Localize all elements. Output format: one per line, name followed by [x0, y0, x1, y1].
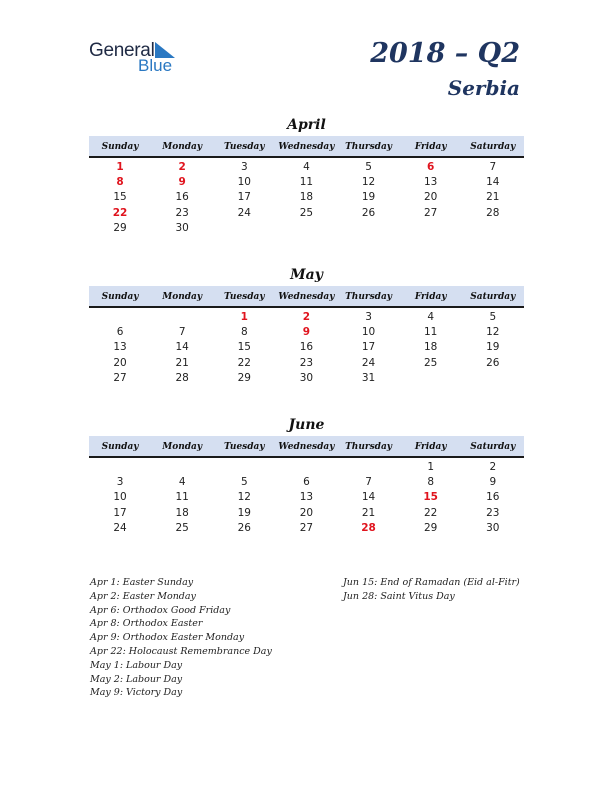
generalblue-logo — [89, 40, 199, 80]
day-cell: 10 — [237, 176, 251, 189]
day-cell: 3 — [116, 476, 124, 489]
day-cell: 20 — [299, 506, 314, 519]
day-cell-holiday: 6 — [427, 161, 435, 173]
day-grid — [89, 458, 524, 536]
weekday-label: Sunday — [101, 442, 139, 452]
holiday-note: May 2: Labour Day — [90, 673, 183, 685]
day-cell: 15 — [237, 341, 251, 354]
day-grid — [89, 308, 524, 386]
day-cell: 7 — [489, 161, 497, 173]
day-cell: 30 — [175, 221, 189, 234]
day-cell: 21 — [361, 506, 376, 519]
day-cell: 11 — [175, 491, 189, 504]
day-cell-holiday: 15 — [423, 491, 438, 504]
holiday-note: Apr 9: Orthodox Easter Monday — [90, 632, 245, 644]
day-cell: 3 — [365, 311, 372, 323]
month-calendar-june — [89, 416, 524, 536]
day-cell — [338, 460, 400, 475]
day-cell — [400, 371, 462, 386]
day-cell: 21 — [486, 191, 500, 204]
day-cell — [89, 310, 151, 325]
day-cell: 17 — [113, 506, 127, 519]
day-cell — [275, 460, 337, 475]
day-cell: 5 — [489, 311, 497, 323]
day-cell: 12 — [361, 176, 376, 189]
day-cell-holiday: 2 — [302, 311, 311, 323]
day-cell: 6 — [116, 326, 124, 339]
day-cell: 1 — [427, 461, 435, 473]
day-cell: 20 — [424, 191, 438, 204]
day-cell: 16 — [299, 341, 314, 354]
day-cell: 3 — [240, 161, 248, 173]
weekday-label: Thursday — [345, 442, 393, 452]
weekday-label: Monday — [162, 442, 203, 452]
day-cell — [462, 371, 524, 386]
holiday-note: Apr 2: Easter Monday — [90, 590, 196, 602]
day-cell — [213, 221, 275, 236]
weekday-label: Thursday — [345, 142, 393, 152]
month-name: April — [287, 117, 326, 133]
weekday-label: Tuesday — [224, 292, 265, 302]
day-cell: 11 — [299, 176, 314, 189]
weekday-header — [89, 286, 524, 308]
logo-text-blue: Blue — [138, 56, 173, 75]
day-cell: 14 — [486, 176, 500, 189]
weekday-header — [89, 136, 524, 158]
day-cell: 14 — [361, 491, 376, 504]
day-cell: 16 — [175, 191, 189, 204]
day-cell: 30 — [486, 521, 500, 534]
day-cell: 4 — [178, 476, 186, 489]
day-cell: 11 — [424, 326, 438, 339]
logo-text-general: General — [89, 40, 155, 61]
day-cell: 19 — [237, 506, 251, 519]
day-cell: 18 — [175, 506, 189, 519]
weekday-label: Thursday — [345, 292, 393, 302]
day-cell: 27 — [424, 206, 438, 219]
day-cell — [89, 460, 151, 475]
weekday-label: Saturday — [470, 292, 516, 302]
day-cell: 19 — [486, 341, 500, 354]
day-cell: 5 — [240, 476, 248, 489]
day-cell: 28 — [486, 206, 500, 219]
day-cell: 18 — [424, 341, 438, 354]
day-cell-holiday: 8 — [116, 176, 124, 189]
weekday-label: Sunday — [101, 142, 139, 152]
day-cell — [462, 221, 524, 236]
day-cell: 25 — [299, 206, 314, 219]
day-cell-holiday: 22 — [112, 206, 128, 219]
day-cell-holiday: 1 — [240, 311, 248, 323]
weekday-label: Tuesday — [224, 442, 265, 452]
day-cell: 6 — [303, 476, 310, 489]
holiday-note: May 9: Victory Day — [90, 687, 183, 699]
weekday-label: Friday — [414, 292, 447, 302]
day-cell — [275, 221, 337, 236]
day-cell: 5 — [365, 161, 372, 173]
day-cell: 24 — [113, 521, 127, 534]
day-cell — [338, 221, 400, 236]
day-cell: 8 — [240, 326, 248, 339]
day-cell: 29 — [237, 371, 251, 384]
day-cell-holiday: 9 — [178, 176, 186, 189]
month-name: June — [288, 417, 325, 433]
day-cell: 4 — [303, 161, 310, 173]
day-cell: 26 — [486, 356, 500, 369]
holiday-note: Apr 6: Orthodox Good Friday — [90, 604, 231, 616]
day-cell-holiday: 9 — [302, 326, 311, 339]
holiday-list-left — [90, 576, 272, 700]
day-grid — [89, 158, 524, 236]
day-cell — [151, 460, 213, 475]
day-cell: 29 — [424, 521, 438, 534]
day-cell — [151, 310, 213, 325]
day-cell: 29 — [113, 221, 127, 234]
day-cell: 24 — [361, 356, 376, 369]
day-cell: 23 — [486, 506, 500, 519]
day-cell: 16 — [486, 491, 500, 504]
month-calendar-may — [89, 266, 524, 386]
day-cell: 20 — [113, 356, 127, 369]
day-cell-holiday: 28 — [361, 521, 376, 534]
day-cell: 10 — [113, 491, 127, 504]
day-cell: 19 — [361, 191, 376, 204]
day-cell: 17 — [237, 191, 251, 204]
weekday-label: Saturday — [470, 142, 516, 152]
page-subtitle: Serbia — [447, 76, 520, 100]
day-cell: 22 — [424, 506, 438, 519]
day-cell: 25 — [175, 521, 189, 534]
weekday-label: Wednesday — [278, 292, 335, 302]
day-cell: 7 — [178, 326, 186, 339]
day-cell: 30 — [299, 371, 314, 384]
day-cell: 22 — [237, 356, 251, 369]
holiday-note: Apr 22: Holocaust Remembrance Day — [90, 645, 272, 657]
day-cell: 10 — [361, 326, 376, 339]
day-cell: 7 — [365, 476, 372, 489]
weekday-label: Sunday — [101, 292, 139, 302]
day-cell: 4 — [427, 311, 435, 323]
day-cell: 15 — [113, 191, 127, 204]
day-cell — [400, 221, 462, 236]
day-cell: 17 — [361, 341, 376, 354]
page-title: 2018 – Q2 — [370, 38, 520, 69]
day-cell: 27 — [113, 371, 127, 384]
weekday-label: Wednesday — [278, 142, 335, 152]
month-name: May — [290, 267, 323, 283]
weekday-label: Friday — [414, 442, 447, 452]
day-cell-holiday: 2 — [178, 161, 186, 173]
weekday-label: Friday — [414, 142, 447, 152]
day-cell: 8 — [427, 476, 435, 489]
weekday-label: Wednesday — [278, 442, 335, 452]
day-cell: 31 — [361, 371, 376, 384]
day-cell: 13 — [424, 176, 438, 189]
holiday-list-right — [343, 576, 520, 604]
day-cell: 28 — [175, 371, 189, 384]
holiday-note: Apr 1: Easter Sunday — [90, 577, 194, 588]
day-cell: 2 — [489, 461, 497, 473]
day-cell: 18 — [299, 191, 314, 204]
weekday-label: Saturday — [470, 442, 516, 452]
day-cell: 21 — [175, 356, 189, 369]
weekday-label: Monday — [162, 292, 203, 302]
day-cell: 12 — [237, 491, 251, 504]
day-cell-holiday: 1 — [116, 161, 124, 173]
day-cell: 25 — [424, 356, 438, 369]
day-cell: 13 — [299, 491, 314, 504]
day-cell: 23 — [175, 206, 189, 219]
holiday-note: Jun 15: End of Ramadan (Eid al-Fitr) — [343, 577, 520, 588]
day-cell: 13 — [113, 341, 127, 354]
day-cell — [213, 460, 275, 475]
month-calendar-april — [89, 116, 524, 236]
weekday-label: Monday — [162, 142, 203, 152]
weekday-label: Tuesday — [224, 142, 265, 152]
day-cell: 23 — [299, 356, 314, 369]
holiday-note: Jun 28: Saint Vitus Day — [343, 590, 455, 602]
holiday-note: Apr 8: Orthodox Easter — [90, 618, 203, 630]
day-cell: 26 — [237, 521, 251, 534]
day-cell: 9 — [489, 476, 497, 489]
weekday-header — [89, 436, 524, 458]
day-cell: 12 — [486, 326, 500, 339]
day-cell: 27 — [299, 521, 314, 534]
day-cell: 14 — [175, 341, 189, 354]
holiday-note: May 1: Labour Day — [90, 659, 183, 671]
day-cell: 24 — [237, 206, 251, 219]
day-cell: 26 — [361, 206, 376, 219]
